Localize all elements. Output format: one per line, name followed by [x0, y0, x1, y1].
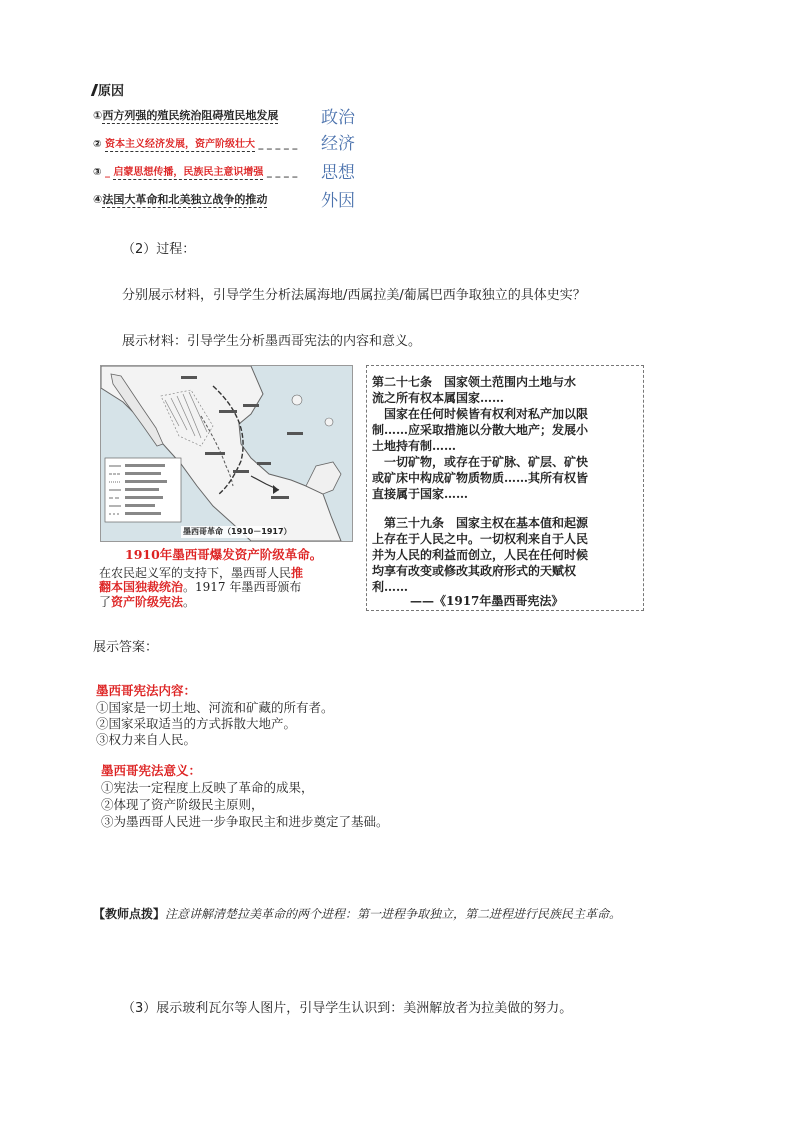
const-line: 并为人民的利益而创立，人民在任何时候 [372, 548, 589, 562]
cause-item-4: ④法国大革命和北美独立战争的推动 [93, 193, 268, 206]
meaning-title: 墨西哥宪法意义： [101, 763, 202, 778]
meaning-item-2: ②体现了资产阶级民主原则， [101, 797, 264, 812]
const-line: 或矿床中构成矿物质物质……其所有权皆 [372, 471, 589, 485]
map-text-line-2: 在农民起义军的支持下，墨西哥人民推 [99, 566, 304, 580]
const-line: 均享有改变或修改其政府形式的天赋权 [372, 564, 577, 578]
map-text-line-1: 1910年墨西哥爆发资产阶级革命。 [125, 547, 323, 562]
const-line: 国家在任何时候皆有权利对私产加以限 [372, 407, 589, 421]
const-line: 直接属于国家…… [372, 487, 469, 501]
cause-tag-economy: 经济 [321, 134, 355, 154]
const-line: 一切矿物，或存在于矿脉、矿层、矿快 [372, 455, 589, 469]
const-line: 上存在于人民之中。一切权利来自于人民 [372, 532, 589, 546]
map-illustration [101, 366, 352, 541]
constitution-source: ——《1917年墨西哥宪法》 [410, 594, 564, 608]
teacher-tip-label: 【教师点拨】 [93, 907, 166, 921]
content-item-1: ①国家是一切土地、河流和矿藏的所有者。 [96, 700, 334, 715]
cause-tag-thought: 思想 [321, 163, 355, 183]
content-title: 墨西哥宪法内容： [96, 683, 197, 698]
cause-item-2: ② 资本主义经济发展，资产阶级壮大 _ _ _ _ _ [93, 139, 298, 150]
answer-heading: 展示答案： [93, 640, 159, 655]
const-line: 利…… [372, 580, 409, 594]
const-line: 第二十七条 国家领土范围内土地与水 [372, 375, 577, 389]
process-paragraph-2: 展示材料：引导学生分析墨西哥宪法的内容和意义。 [122, 334, 422, 349]
cause-tag-politics: 政治 [321, 108, 355, 128]
process-heading: （2）过程： [122, 242, 196, 257]
meaning-item-1: ①宪法一定程度上反映了革命的成果， [101, 780, 314, 795]
const-line: 第三十九条 国家主权在基本值和起源 [372, 516, 589, 530]
cause-tag-external: 外因 [321, 191, 355, 211]
process-paragraph-1: 分别展示材料，引导学生分析法属海地/西属拉美/葡属巴西争取独立的具体史实？ [122, 288, 586, 303]
content-item-3: ③权力来自人民。 [96, 732, 197, 747]
const-line: 流之所有权本属国家…… [372, 391, 505, 405]
const-line: 制……应采取措施以分散大地产；发展小 [372, 423, 589, 437]
cause-item-1: ①西方列强的殖民统治阻碍殖民地发展 [93, 109, 279, 122]
teacher-tip-text: 注意讲解清楚拉美革命的两个进程：第一进程争取独立，第二进程进行民族民主革命。 [165, 907, 622, 921]
map-text-line-4: 了资产阶级宪法。 [99, 595, 196, 609]
cause-item-3: ③ _ 启蒙思想传播，民族民主意识增强 _ _ _ _ [93, 167, 298, 178]
meaning-item-3: ③为墨西哥人民进一步争取民主和进步奠定了基础。 [101, 814, 389, 829]
map-caption: 墨西哥革命（1910－1917） [183, 527, 292, 536]
mexico-revolution-map [100, 365, 353, 542]
causes-title: 原因 [93, 80, 124, 99]
map-text-line-3: 翻本国独裁统治。1917 年墨西哥颁布 [99, 580, 302, 594]
const-line: 土地持有制…… [372, 439, 457, 453]
content-item-2: ②国家采取适当的方式拆散大地产。 [96, 716, 297, 731]
teacher-tip [93, 905, 621, 922]
step-3-paragraph: （3）展示玻利瓦尔等人图片，引导学生认识到：美洲解放者为拉美做的努力。 [122, 1001, 573, 1016]
